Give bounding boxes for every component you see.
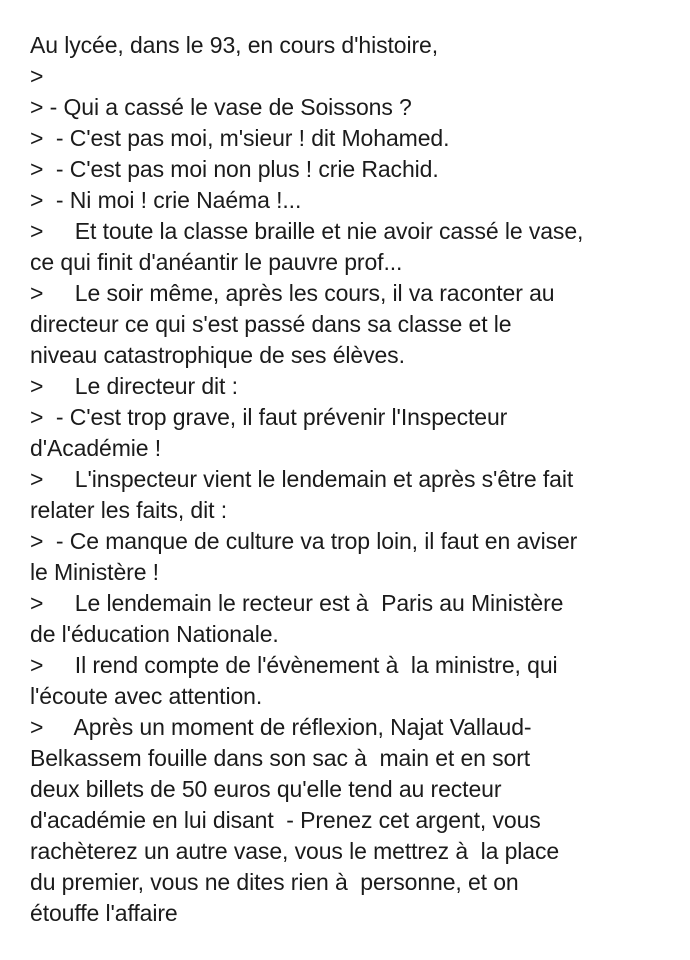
text-line: > L'inspecteur vient le lendemain et après s'être fait <box>30 466 574 492</box>
text-line: > - C'est pas moi non plus ! crie Rachid. <box>30 156 439 182</box>
text-line: Belkassem fouille dans son sac à main et en sort <box>30 745 531 771</box>
text-line: niveau catastrophique de ses élèves. <box>30 342 405 368</box>
text-line: > - Qui a cassé le vase de Soissons ? <box>30 94 412 120</box>
text-line: directeur ce qui s'est passé dans sa classe et le <box>30 311 512 337</box>
text-line: > - C'est pas moi, m'sieur ! dit Mohamed. <box>30 125 450 151</box>
text-line: du premier, vous ne dites rien à personne, et on <box>30 869 519 895</box>
text-line: deux billets de 50 euros qu'elle tend au recteur <box>30 776 502 802</box>
text-line: > - Ce manque de culture va trop loin, il faut en aviser <box>30 528 578 554</box>
text-line: > - Ni moi ! crie Naéma !... <box>30 187 302 213</box>
text-line: > Le lendemain le recteur est à Paris au Ministère <box>30 590 564 616</box>
text-line: d'Académie ! <box>30 435 162 461</box>
text-line: le Ministère ! <box>30 559 159 585</box>
text-line: > Le soir même, après les cours, il va raconter au <box>30 280 555 306</box>
text-line: > Le directeur dit : <box>30 373 238 399</box>
text-line: Au lycée, dans le 93, en cours d'histoire, <box>30 32 439 58</box>
joke-text-body <box>30 30 680 929</box>
text-line: l'écoute avec attention. <box>30 683 263 709</box>
text-line: d'académie en lui disant - Prenez cet argent, vous <box>30 807 541 833</box>
text-line: > <box>30 63 44 89</box>
text-line: ce qui finit d'anéantir le pauvre prof... <box>30 249 403 275</box>
text-line: > Après un moment de réflexion, Najat Vallaud- <box>30 714 532 740</box>
text-line: > - C'est trop grave, il faut prévenir l'Inspecteur <box>30 404 508 430</box>
text-line: > Et toute la classe braille et nie avoir cassé le vase, <box>30 218 584 244</box>
text-line: étouffe l'affaire <box>30 900 178 926</box>
text-line: relater les faits, dit : <box>30 497 228 523</box>
text-line: de l'éducation Nationale. <box>30 621 279 647</box>
text-line: rachèterez un autre vase, vous le mettrez à la place <box>30 838 560 864</box>
text-line: > Il rend compte de l'évènement à la ministre, qui <box>30 652 558 678</box>
